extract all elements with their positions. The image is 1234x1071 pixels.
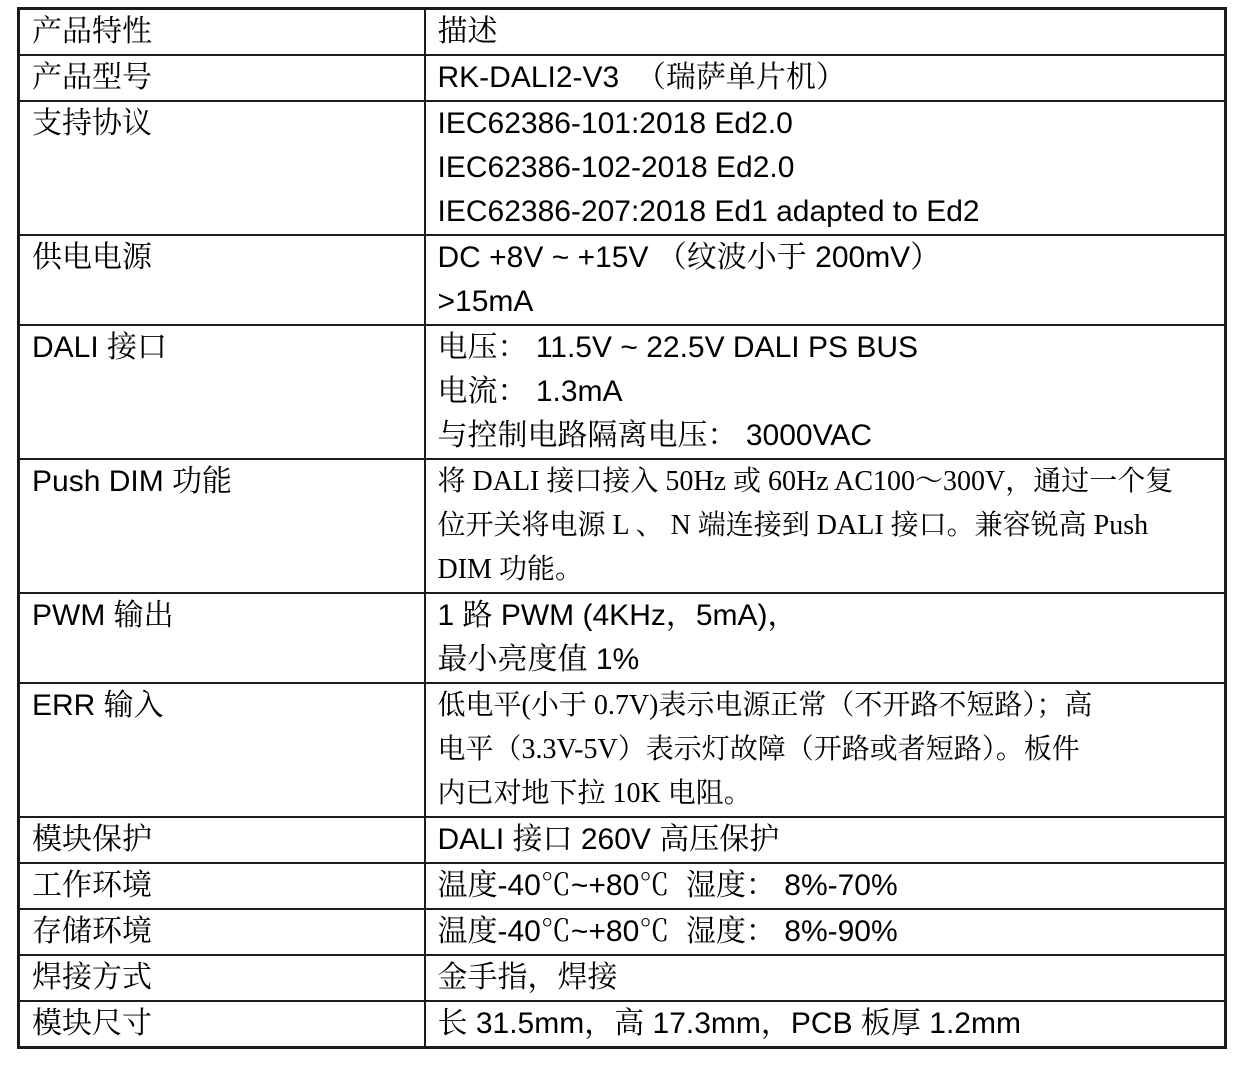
header-description-label: 描述 (437, 15, 498, 48)
description-cell (425, 459, 1226, 593)
table-row-err-input (19, 683, 1226, 817)
description-line: 最小亮度值 1% (437, 643, 640, 676)
feature-label: ERR 输入 (32, 689, 164, 722)
table-row-product-model (19, 55, 1226, 101)
description-cell (425, 101, 1226, 235)
feature-label: 模块保护 (32, 823, 152, 856)
description-cell (425, 235, 1226, 325)
feature-label: Push DIM 功能 (32, 465, 233, 498)
description-line: 电平（3.3V-5V）表示灯故障（开路或者短路）。板件 (437, 734, 1080, 765)
table-row-soldering-method (19, 955, 1226, 1001)
table-row-pwm-output (19, 593, 1226, 683)
product-spec-table (17, 7, 1227, 1049)
description-line: 温度-40℃~+80℃ 湿度： 8%-70% (437, 869, 898, 902)
description-line: 位开关将电源 L 、 N 端连接到 DALI 接口。兼容锐高 Push (437, 510, 1149, 541)
description-line: >15mA (437, 285, 534, 318)
header-description-cell (425, 9, 1226, 56)
description-cell (425, 593, 1226, 683)
feature-label: 模块尺寸 (32, 1007, 152, 1040)
description-cell (425, 909, 1226, 955)
description-line: 金手指，焊接 (437, 961, 618, 994)
feature-cell (19, 1001, 425, 1048)
table-header-row (19, 9, 1226, 56)
table-row-power-supply (19, 235, 1226, 325)
feature-cell (19, 817, 425, 863)
feature-cell (19, 683, 425, 817)
feature-label: 焊接方式 (32, 961, 152, 994)
table-row-operating-environment (19, 863, 1226, 909)
description-cell (425, 1001, 1226, 1048)
description-line: RK-DALI2-V3 （瑞萨单片机） (437, 61, 846, 94)
description-line: IEC62386-101:2018 Ed2.0 (437, 107, 793, 140)
feature-cell (19, 593, 425, 683)
feature-cell (19, 325, 425, 459)
table-row-storage-environment (19, 909, 1226, 955)
description-cell (425, 683, 1226, 817)
table-row-protocols (19, 101, 1226, 235)
feature-cell (19, 55, 425, 101)
feature-cell (19, 101, 425, 235)
description-cell (425, 325, 1226, 459)
table-row-module-protection (19, 817, 1226, 863)
description-line: 温度-40℃~+80℃ 湿度： 8%-90% (437, 915, 898, 948)
header-feature-label: 产品特性 (32, 15, 152, 48)
description-cell (425, 863, 1226, 909)
description-line: DIM 功能。 (437, 554, 583, 585)
description-line: 电压： 11.5V ~ 22.5V DALI PS BUS (437, 331, 918, 364)
feature-label: 存储环境 (32, 915, 152, 948)
description-cell (425, 817, 1226, 863)
description-line: IEC62386-207:2018 Ed1 adapted to Ed2 (437, 195, 980, 228)
table-row-push-dim (19, 459, 1226, 593)
description-line: 将 DALI 接口接入 50Hz 或 60Hz AC100～300V，通过一个复 (437, 466, 1174, 497)
feature-cell (19, 459, 425, 593)
description-cell (425, 955, 1226, 1001)
description-line: DC +8V ~ +15V （纹波小于 200mV） (437, 241, 941, 274)
feature-cell (19, 955, 425, 1001)
feature-cell (19, 863, 425, 909)
description-line: IEC62386-102-2018 Ed2.0 (437, 151, 795, 184)
feature-label: 供电电源 (32, 241, 152, 274)
feature-label: DALI 接口 (32, 331, 168, 364)
description-line: 内已对地下拉 10K 电阻。 (437, 778, 752, 809)
feature-label: 支持协议 (32, 107, 152, 140)
table-row-module-dimensions (19, 1001, 1226, 1048)
feature-cell (19, 909, 425, 955)
feature-label: 产品型号 (32, 61, 152, 94)
description-line: 低电平(小于 0.7V)表示电源正常（不开路不短路）；高 (437, 690, 1093, 721)
feature-label: 工作环境 (32, 869, 152, 902)
description-cell (425, 55, 1226, 101)
description-line: 与控制电路隔离电压： 3000VAC (437, 419, 873, 452)
description-line: 1 路 PWM (4KHz，5mA)， (437, 599, 798, 632)
header-feature-cell (19, 9, 425, 56)
feature-label: PWM 输出 (32, 599, 174, 632)
description-line: 长 31.5mm，高 17.3mm，PCB 板厚 1.2mm (437, 1007, 1021, 1040)
feature-cell (19, 235, 425, 325)
description-line: 电流： 1.3mA (437, 375, 623, 408)
table-row-dali-interface (19, 325, 1226, 459)
description-line: DALI 接口 260V 高压保护 (437, 823, 780, 856)
